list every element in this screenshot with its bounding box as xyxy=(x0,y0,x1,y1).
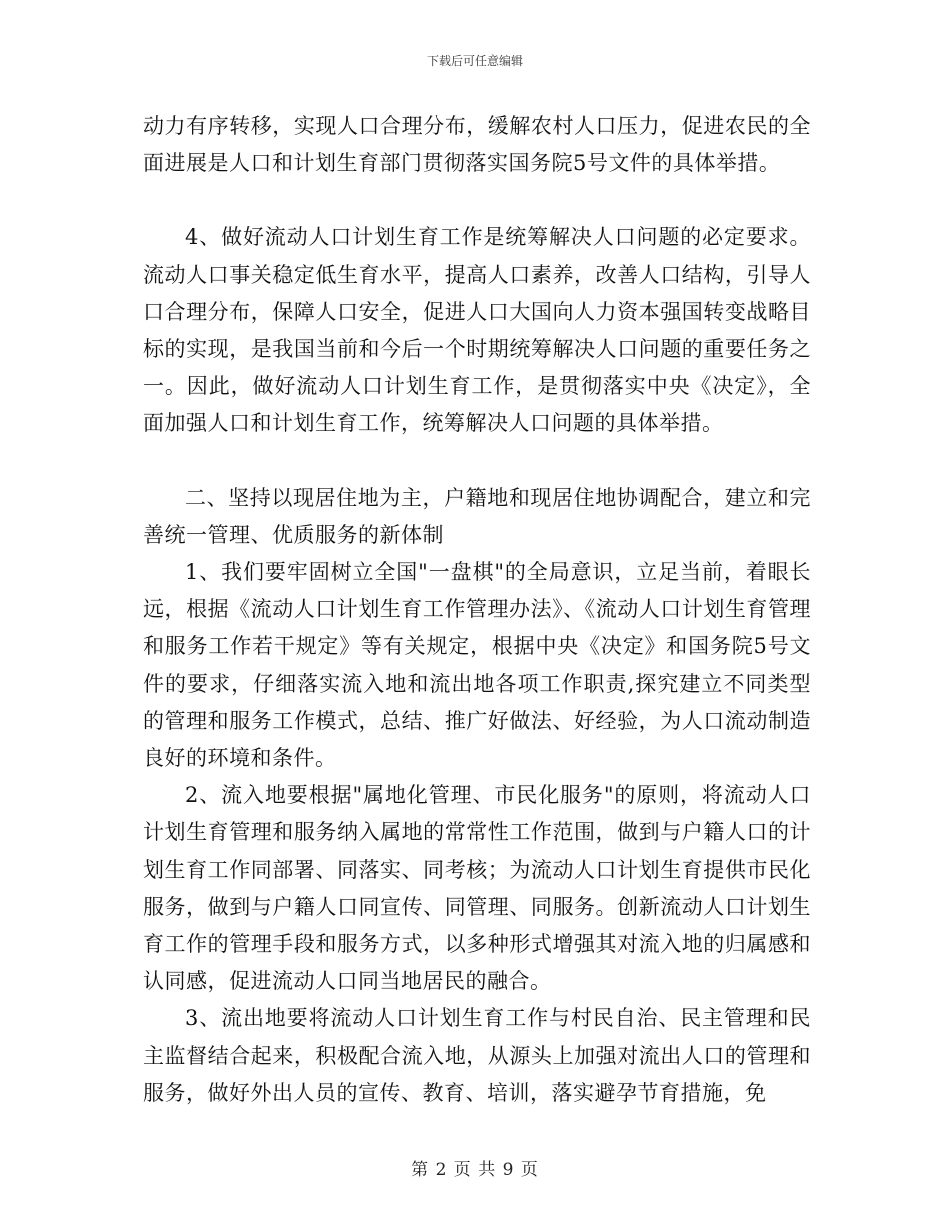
document-body xyxy=(143,108,811,1112)
paragraph-item-2: 2、流入地要根据"属地化管理、市民化服务"的原则，将流动人口计划生育管理和服务纳入属地的常常性工作范围，做到与户籍人口的计划生育工作同部署、同落实、同考核；为流动人口计划生育提供市民化服务，做到与户籍人口同宣传、同管理、同服务。创新流动人口计划生育工作的管理手段和服务方式，以多种形式增强其对流入地的归属感和认同感，促进流动人口同当地居民的融合。 xyxy=(143,783,811,994)
paragraph-item-4: 4、做好流动人口计划生育工作是统筹解决人口问题的必定要求。流动人口事关稳定低生育水平，提高人口素养，改善人口结构，引导人口合理分布，保障人口安全，促进人口大国向人力资本强国转变战略目标的实现，是我国当前和今后一个时期统筹解决人口问题的重要任务之一。因此，做好流动人口计划生育工作，是贯彻落实中央《决定》，全面加强人口和计划生育工作，统筹解决人口问题的具体举措。 xyxy=(143,225,811,436)
paragraph-item-1: 1、我们要牢固树立全国"一盘棋"的全局意识，立足当前，着眼长远，根据《流动人口计划生育工作管理办法》、《流动人口计划生育管理和服务工作若干规定》等有关规定，根据中央《决定》和国务院5号文件的要求，仔细落实流入地和流出地各项工作职责,探究建立不同类型的管理和服务工作模式，总结、推广好做法、好经验，为人口流动制造良好的环境和条件。 xyxy=(143,560,811,771)
page-number: 第 2 页 共 9 页 xyxy=(411,1160,539,1180)
page-header: 下载后可任意编辑 xyxy=(426,54,523,68)
paragraph-continuation: 动力有序转移，实现人口合理分布，缓解农村人口压力，促进农民的全面进展是人口和计划生育部门贯彻落实国务院5号文件的具体举措。 xyxy=(143,114,811,176)
section-heading-2: 二、坚持以现居住地为主，户籍地和现居住地协调配合，建立和完善统一管理、优质服务的新体制 xyxy=(143,485,811,547)
paragraph-item-3: 3、流出地要将流动人口计划生育工作与村民自治、民主管理和民主监督结合起来，积极配合流入地，从源头上加强对流出人口的管理和服务，做好外出人员的宣传、教育、培训，落实避孕节育措施，免 xyxy=(143,1006,811,1105)
